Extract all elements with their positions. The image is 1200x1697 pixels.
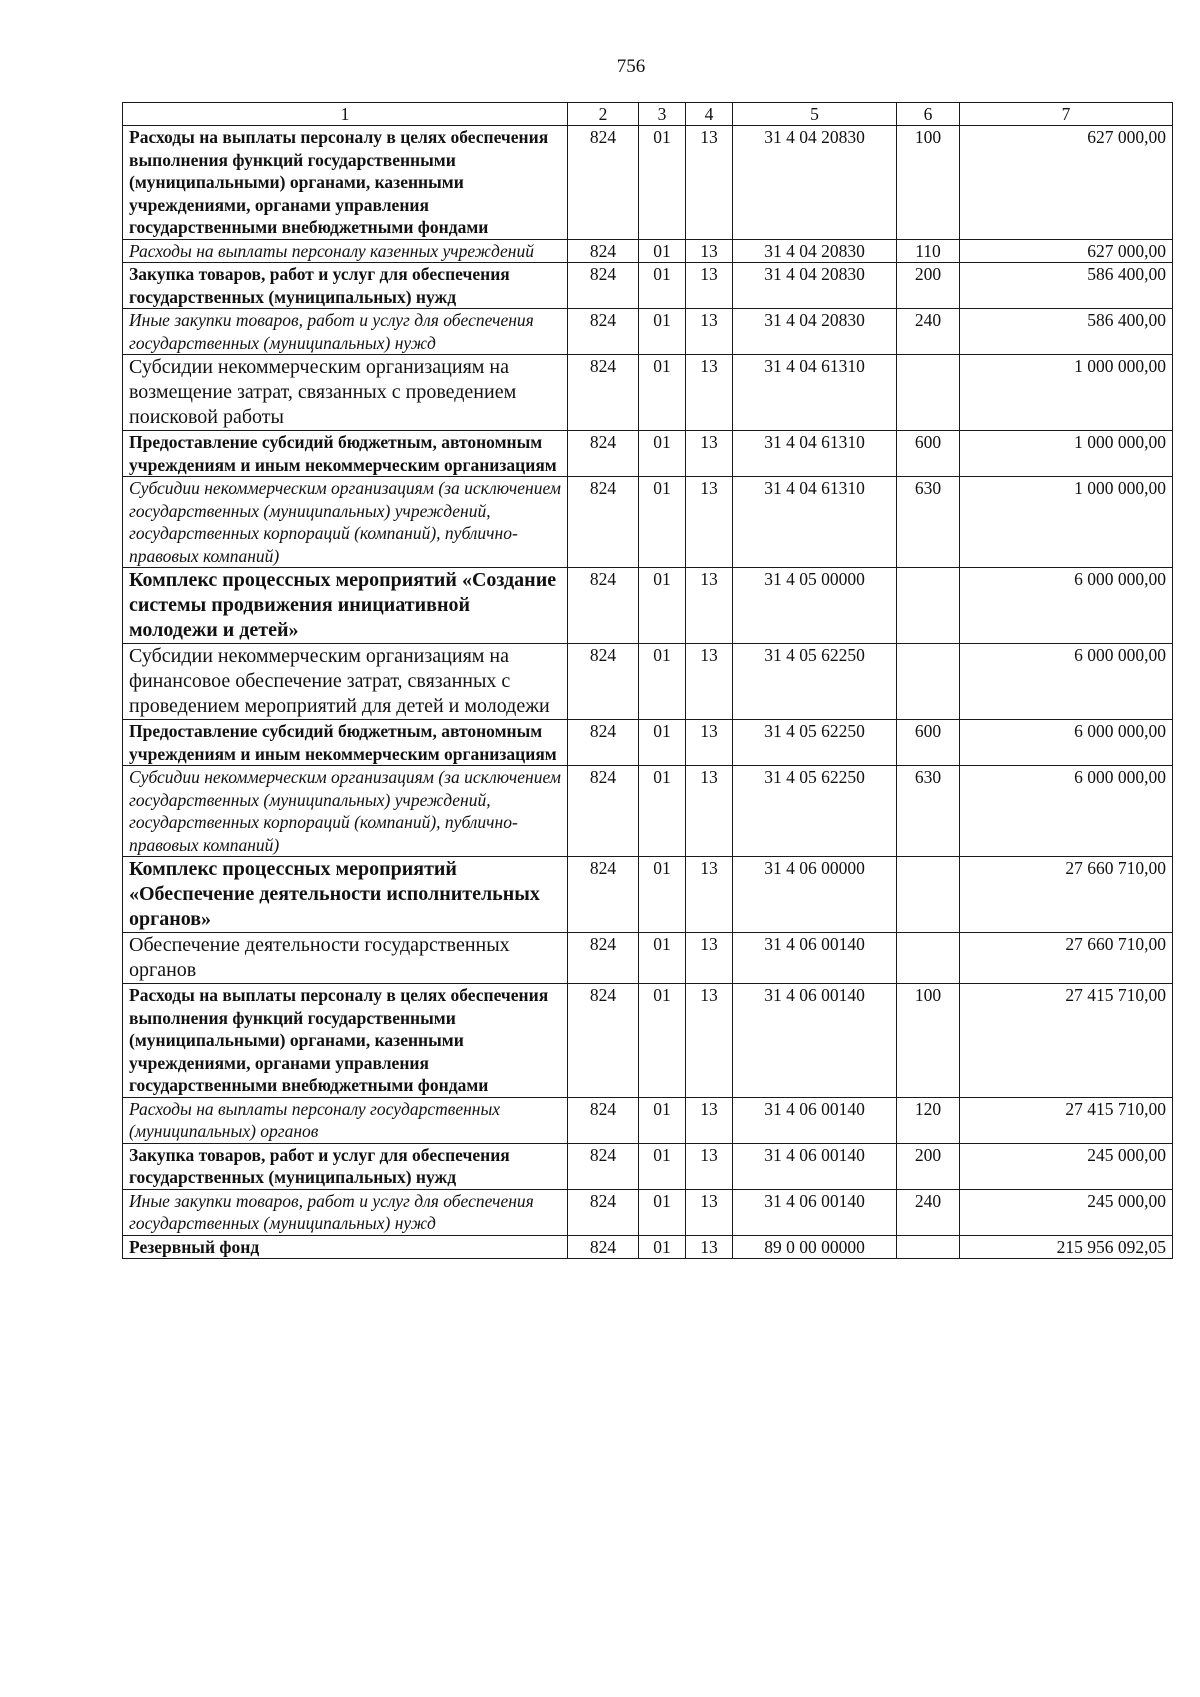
- row-target-code: 31 4 06 00140: [733, 933, 897, 984]
- table-row: [123, 1189, 1173, 1235]
- row-amount: 6 000 000,00: [960, 766, 1173, 857]
- row-target-code: 89 0 00 00000: [733, 1235, 897, 1259]
- row-target-code: 31 4 04 61310: [733, 431, 897, 477]
- row-amount: 586 400,00: [960, 263, 1173, 309]
- row-amount: 27 660 710,00: [960, 857, 1173, 933]
- row-ministry-code: 824: [568, 984, 639, 1098]
- row-ministry-code: 824: [568, 766, 639, 857]
- row-subsection-code: 13: [686, 1097, 733, 1143]
- row-name-cell: Субсидии некоммерческим организациям (за исключением государственных (муниципальных) учреждений, государственных корпораций (компаний), публично-правовых компаний): [123, 766, 568, 857]
- header-col-5: 5: [733, 103, 897, 126]
- row-target-code: 31 4 06 00140: [733, 1189, 897, 1235]
- row-subsection-code: 13: [686, 1143, 733, 1189]
- row-target-code: 31 4 05 00000: [733, 568, 897, 644]
- row-ministry-code: 824: [568, 477, 639, 568]
- row-name-cell: Субсидии некоммерческим организациям (за исключением государственных (муниципальных) учреждений, государственных корпораций (компаний), публично-правовых компаний): [123, 477, 568, 568]
- row-amount: 215 956 092,05: [960, 1235, 1173, 1259]
- row-section-code: 01: [639, 984, 686, 1098]
- row-section-code: 01: [639, 1143, 686, 1189]
- table-row: [123, 1097, 1173, 1143]
- row-target-code: 31 4 05 62250: [733, 720, 897, 766]
- row-subsection-code: 13: [686, 766, 733, 857]
- row-section-code: 01: [639, 126, 686, 240]
- row-name-cell: Предоставление субсидий бюджетным, автономным учреждениям и иным некоммерческим организациям: [123, 720, 568, 766]
- row-subsection-code: 13: [686, 126, 733, 240]
- row-ministry-code: 824: [568, 309, 639, 355]
- row-name-cell: Расходы на выплаты персоналу в целях обеспечения выполнения функций государственными (муниципальными) органами, казенными учреждениями, органами управления государственными внебюджетными фондами: [123, 126, 568, 240]
- row-subsection-code: 13: [686, 1235, 733, 1259]
- row-target-code: 31 4 04 20830: [733, 239, 897, 263]
- row-amount: 245 000,00: [960, 1143, 1173, 1189]
- row-subsection-code: 13: [686, 1189, 733, 1235]
- row-expense-type-code: [897, 568, 960, 644]
- row-ministry-code: 824: [568, 933, 639, 984]
- row-section-code: 01: [639, 720, 686, 766]
- row-ministry-code: 824: [568, 568, 639, 644]
- row-section-code: 01: [639, 431, 686, 477]
- row-expense-type-code: 100: [897, 126, 960, 240]
- row-target-code: 31 4 05 62250: [733, 766, 897, 857]
- row-subsection-code: 13: [686, 239, 733, 263]
- row-expense-type-code: 100: [897, 984, 960, 1098]
- row-name-cell: Резервный фонд: [123, 1235, 568, 1259]
- row-target-code: 31 4 05 62250: [733, 644, 897, 720]
- row-name-cell: Расходы на выплаты персоналу в целях обеспечения выполнения функций государственными (муниципальными) органами, казенными учреждениями, органами управления государственными внебюджетными фондами: [123, 984, 568, 1098]
- row-name-cell: Закупка товаров, работ и услуг для обеспечения государственных (муниципальных) нужд: [123, 263, 568, 309]
- row-name-cell: Расходы на выплаты персоналу государственных (муниципальных) органов: [123, 1097, 568, 1143]
- row-expense-type-code: 600: [897, 431, 960, 477]
- row-subsection-code: 13: [686, 355, 733, 431]
- row-subsection-code: 13: [686, 263, 733, 309]
- row-amount: 6 000 000,00: [960, 568, 1173, 644]
- row-amount: 245 000,00: [960, 1189, 1173, 1235]
- row-section-code: 01: [639, 766, 686, 857]
- header-col-4: 4: [686, 103, 733, 126]
- row-amount: 586 400,00: [960, 309, 1173, 355]
- row-ministry-code: 824: [568, 355, 639, 431]
- row-section-code: 01: [639, 309, 686, 355]
- row-section-code: 01: [639, 1097, 686, 1143]
- row-amount: 627 000,00: [960, 239, 1173, 263]
- row-amount: 27 415 710,00: [960, 984, 1173, 1098]
- row-section-code: 01: [639, 857, 686, 933]
- header-col-2: 2: [568, 103, 639, 126]
- row-expense-type-code: 630: [897, 477, 960, 568]
- table-body: [123, 126, 1173, 1259]
- row-name-cell: Субсидии некоммерческим организациям на финансовое обеспечение затрат, связанных с проведением мероприятий для детей и молодежи: [123, 644, 568, 720]
- row-expense-type-code: [897, 644, 960, 720]
- header-col-3: 3: [639, 103, 686, 126]
- budget-table: [122, 102, 1173, 1259]
- row-ministry-code: 824: [568, 644, 639, 720]
- header-row: [123, 103, 1173, 126]
- row-subsection-code: 13: [686, 644, 733, 720]
- row-ministry-code: 824: [568, 431, 639, 477]
- row-amount: 6 000 000,00: [960, 720, 1173, 766]
- table-row: [123, 126, 1173, 240]
- header-col-7: 7: [960, 103, 1173, 126]
- row-section-code: 01: [639, 477, 686, 568]
- row-amount: 627 000,00: [960, 126, 1173, 240]
- row-target-code: 31 4 04 20830: [733, 309, 897, 355]
- row-target-code: 31 4 04 61310: [733, 477, 897, 568]
- row-expense-type-code: [897, 1235, 960, 1259]
- row-subsection-code: 13: [686, 984, 733, 1098]
- row-ministry-code: 824: [568, 857, 639, 933]
- table-row: [123, 1235, 1173, 1259]
- row-section-code: 01: [639, 263, 686, 309]
- table-row: [123, 933, 1173, 984]
- row-amount: 1 000 000,00: [960, 477, 1173, 568]
- row-amount: 27 660 710,00: [960, 933, 1173, 984]
- row-ministry-code: 824: [568, 1143, 639, 1189]
- table-row: [123, 309, 1173, 355]
- page-number: 756: [616, 56, 646, 77]
- row-subsection-code: 13: [686, 309, 733, 355]
- row-expense-type-code: 240: [897, 1189, 960, 1235]
- row-expense-type-code: [897, 355, 960, 431]
- table-header: [123, 103, 1173, 126]
- row-target-code: 31 4 04 20830: [733, 126, 897, 240]
- row-ministry-code: 824: [568, 720, 639, 766]
- row-amount: 1 000 000,00: [960, 355, 1173, 431]
- table-row: [123, 431, 1173, 477]
- row-section-code: 01: [639, 933, 686, 984]
- row-section-code: 01: [639, 239, 686, 263]
- row-name-cell: Закупка товаров, работ и услуг для обеспечения государственных (муниципальных) нужд: [123, 1143, 568, 1189]
- row-expense-type-code: 240: [897, 309, 960, 355]
- table-row: [123, 766, 1173, 857]
- row-name-cell: Обеспечение деятельности государственных органов: [123, 933, 568, 984]
- row-expense-type-code: [897, 857, 960, 933]
- table-row: [123, 477, 1173, 568]
- row-target-code: 31 4 04 20830: [733, 263, 897, 309]
- row-subsection-code: 13: [686, 857, 733, 933]
- row-subsection-code: 13: [686, 720, 733, 766]
- row-section-code: 01: [639, 1189, 686, 1235]
- row-name-cell: Предоставление субсидий бюджетным, автономным учреждениям и иным некоммерческим организациям: [123, 431, 568, 477]
- row-subsection-code: 13: [686, 477, 733, 568]
- header-col-1: 1: [123, 103, 568, 126]
- row-ministry-code: 824: [568, 1189, 639, 1235]
- row-expense-type-code: [897, 933, 960, 984]
- row-expense-type-code: 200: [897, 1143, 960, 1189]
- table-row: [123, 568, 1173, 644]
- row-ministry-code: 824: [568, 1097, 639, 1143]
- row-subsection-code: 13: [686, 431, 733, 477]
- row-expense-type-code: 200: [897, 263, 960, 309]
- table-row: [123, 984, 1173, 1098]
- row-target-code: 31 4 06 00140: [733, 1143, 897, 1189]
- row-subsection-code: 13: [686, 933, 733, 984]
- row-target-code: 31 4 06 00140: [733, 1097, 897, 1143]
- table-row: [123, 720, 1173, 766]
- header-col-6: 6: [897, 103, 960, 126]
- row-target-code: 31 4 04 61310: [733, 355, 897, 431]
- row-subsection-code: 13: [686, 568, 733, 644]
- row-expense-type-code: 600: [897, 720, 960, 766]
- table-row: [123, 239, 1173, 263]
- row-expense-type-code: 120: [897, 1097, 960, 1143]
- row-section-code: 01: [639, 355, 686, 431]
- row-ministry-code: 824: [568, 263, 639, 309]
- table-row: [123, 355, 1173, 431]
- row-name-cell: Иные закупки товаров, работ и услуг для обеспечения государственных (муниципальных) нужд: [123, 309, 568, 355]
- row-amount: 27 415 710,00: [960, 1097, 1173, 1143]
- row-name-cell: Субсидии некоммерческим организациям на возмещение затрат, связанных с проведением поисковой работы: [123, 355, 568, 431]
- row-name-cell: Комплекс процессных мероприятий «Обеспечение деятельности исполнительных органов»: [123, 857, 568, 933]
- row-target-code: 31 4 06 00140: [733, 984, 897, 1098]
- row-expense-type-code: 110: [897, 239, 960, 263]
- row-name-cell: Комплекс процессных мероприятий «Создание системы продвижения инициативной молодежи и детей»: [123, 568, 568, 644]
- row-ministry-code: 824: [568, 239, 639, 263]
- table-row: [123, 1143, 1173, 1189]
- row-section-code: 01: [639, 644, 686, 720]
- row-expense-type-code: 630: [897, 766, 960, 857]
- row-amount: 1 000 000,00: [960, 431, 1173, 477]
- row-target-code: 31 4 06 00000: [733, 857, 897, 933]
- row-ministry-code: 824: [568, 1235, 639, 1259]
- row-ministry-code: 824: [568, 126, 639, 240]
- row-name-cell: Расходы на выплаты персоналу казенных учреждений: [123, 239, 568, 263]
- table-row: [123, 263, 1173, 309]
- row-section-code: 01: [639, 1235, 686, 1259]
- table-row: [123, 644, 1173, 720]
- row-amount: 6 000 000,00: [960, 644, 1173, 720]
- table-row: [123, 857, 1173, 933]
- row-section-code: 01: [639, 568, 686, 644]
- row-name-cell: Иные закупки товаров, работ и услуг для обеспечения государственных (муниципальных) нужд: [123, 1189, 568, 1235]
